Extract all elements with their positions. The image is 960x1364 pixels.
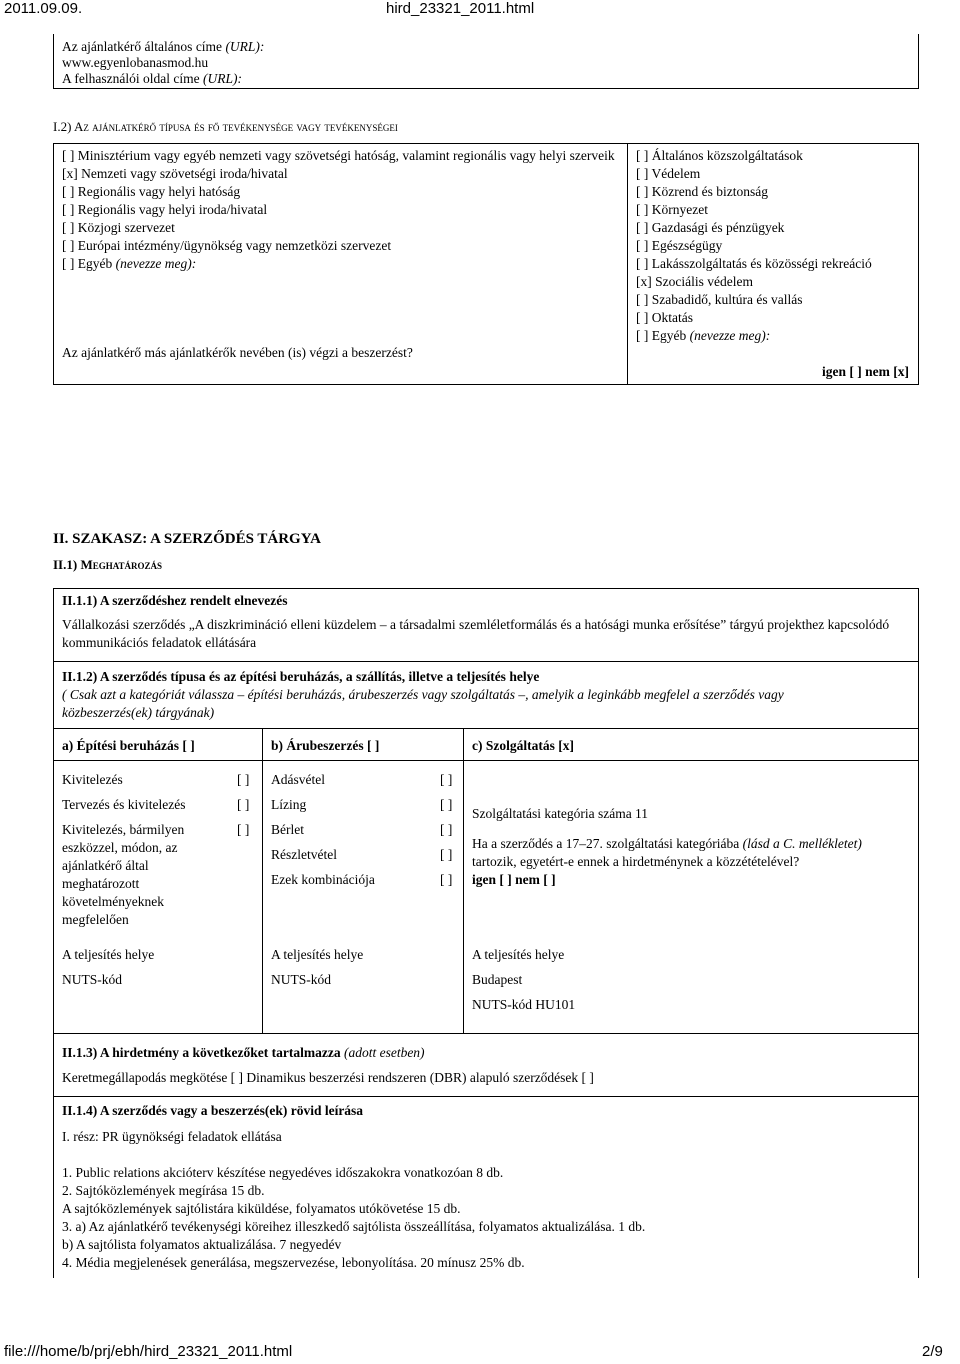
buyer-profile-label: A felhasználói oldal címe (URL): — [62, 71, 242, 86]
authority-type-option: [ ] Regionális vagy helyi hatóság — [62, 184, 241, 199]
print-date: 2011.09.09. — [4, 0, 83, 17]
table-divider-1 — [262, 728, 263, 1033]
contract-title-line-1: Vállalkozási szerződés „A diszkrimináció elleni küzdelem – a társadalmi szemléletformálás és a hatósági munka erősítése” tárgyú projekthez kapcsolódó — [62, 617, 890, 632]
description-line: I. rész: PR ügynökségi feladatok ellátása — [62, 1129, 282, 1144]
works-option-checkbox: [ ] — [237, 772, 250, 787]
ii-1-3-text: Keretmegállapodás megkötése [ ] Dinamikus beszerzési rendszeren (DBR) alapuló szerződések [ ] — [62, 1070, 594, 1085]
works-option-label: Kivitelezés, bármilyen — [62, 822, 185, 837]
general-url-label: Az ajánlatkérő általános címe (URL): — [62, 39, 265, 54]
supplies-option-label: Bérlet — [271, 822, 304, 837]
works-option-checkbox: [ ] — [237, 822, 250, 837]
ii-1-4-title: II.1.4) A szerződés vagy a beszerzés(ek) rövid leírása — [62, 1103, 364, 1118]
main-activity-other: [ ] Egyéb (nevezze meg): — [636, 328, 771, 343]
contract-type-services: c) Szolgáltatás [x] — [472, 738, 574, 753]
page-number: 2/9 — [922, 1343, 943, 1360]
contract-type-works: a) Építési beruházás [ ] — [62, 738, 195, 753]
description-line: 3. a) Az ajánlatkérő tevékenységi köreihez illeszkedő sajtólista összeállítása, folyamatos aktualizálása. 1 db. — [62, 1219, 646, 1234]
supplies-option-checkbox: [ ] — [440, 847, 453, 862]
ii-1-2-hint-2: közbeszerzés(ek) tárgyának) — [62, 705, 215, 720]
description-line: A sajtóközlemények sajtólistára kiküldése, folyamatos utókövetése 15 db. — [62, 1201, 461, 1216]
works-option-checkbox: [ ] — [237, 797, 250, 812]
authority-type-option: [ ] Közjogi szervezet — [62, 220, 175, 235]
supplies-option-checkbox: [ ] — [440, 772, 453, 787]
supplies-nuts: NUTS-kód — [271, 972, 331, 987]
authority-type-other: [ ] Egyéb (nevezze meg): — [62, 256, 197, 271]
on-behalf-question: Az ajánlatkérő más ajánlatkérők nevében (is) végzi a beszerzést? — [62, 345, 413, 360]
main-activity-option: [ ] Oktatás — [636, 310, 693, 325]
works-option-text: megfelelően — [62, 912, 129, 927]
divider — [53, 1096, 919, 1097]
ii-1-1-title: II.1.1) A szerződéshez rendelt elnevezés — [62, 593, 288, 608]
works-option-label: Kivitelezés — [62, 772, 123, 787]
main-activity-option: [ ] Gazdasági és pénzügyek — [636, 220, 785, 235]
contract-title-line-2: kommunikációs feladatok ellátására — [62, 635, 257, 650]
main-activity-option: [x] Szociális védelem — [636, 274, 753, 289]
ii-1-3-title: II.1.3) A hirdetmény a következőket tartalmazza (adott esetben) — [62, 1045, 425, 1060]
table-divider-2 — [463, 728, 464, 1033]
works-option-text: ajánlatkérő által — [62, 858, 149, 873]
supplies-place-label: A teljesítés helye — [271, 947, 364, 962]
main-activity-option: [ ] Egészségügy — [636, 238, 723, 253]
main-activity-option: [ ] Közrend és biztonság — [636, 184, 768, 199]
supplies-option-label: Adásvétel — [271, 772, 325, 787]
main-activity-option: [ ] Általános közszolgáltatások — [636, 148, 803, 163]
authority-type-option: [ ] Minisztérium vagy egyéb nemzeti vagy szövetségi hatóság, valamint regionális vagy helyi szerveik — [62, 148, 615, 163]
description-line: 2. Sajtóközlemények megírása 15 db. — [62, 1183, 265, 1198]
general-url-link[interactable]: www.egyenlobanasmod.hu — [62, 55, 209, 70]
main-activity-option: [ ] Védelem — [636, 166, 701, 181]
on-behalf-answer: igen [ ] nem [x] — [822, 364, 909, 379]
service-note-2: tartozik, egyetért-e ennek a hirdetménynek a közzétételével? — [472, 854, 800, 869]
section-i2-title: I.2) Az ajánlatkérő típusa és fő tevékenysége vagy tevékenységei — [53, 119, 398, 134]
service-note-1: Ha a szerződés a 17–27. szolgáltatási kategóriába (lásd a C. mellékletet) — [472, 836, 862, 851]
ii-1-2-hint-1: ( Csak azt a kategóriát válassza – építési beruházás, árubeszerzés vagy szolgáltatás –, amelyik a leginkább megfelel a szerződés vagy — [62, 687, 784, 702]
section-ii-title: II. SZAKASZ: A SZERZŐDÉS TÁRGYA — [53, 531, 322, 547]
works-option-text: eszközzel, módon, az — [62, 840, 178, 855]
services-place-label: A teljesítés helye — [472, 947, 565, 962]
service-category: Szolgáltatási kategória száma 11 — [472, 806, 649, 821]
supplies-option-checkbox: [ ] — [440, 822, 453, 837]
description-line: 1. Public relations akcióterv készítése negyedéves időszakokra vonatkozóan 8 db. — [62, 1165, 504, 1180]
services-nuts: NUTS-kód HU101 — [472, 997, 576, 1012]
supplies-option-checkbox: [ ] — [440, 872, 453, 887]
works-nuts: NUTS-kód — [62, 972, 122, 987]
print-filename: hird_23321_2011.html — [386, 0, 535, 17]
service-note-3: igen [ ] nem [ ] — [472, 872, 556, 887]
authority-type-option: [x] Nemzeti vagy szövetségi iroda/hivatal — [62, 166, 288, 181]
works-option-text: meghatározott — [62, 876, 140, 891]
authority-type-option: [ ] Regionális vagy helyi iroda/hivatal — [62, 202, 268, 217]
description-line: b) A sajtólista folyamatos aktualizálása. 7 negyedév — [62, 1237, 342, 1252]
table-header-line — [53, 760, 919, 761]
works-option-label: Tervezés és kivitelezés — [62, 797, 186, 812]
works-option-text: követelményeknek — [62, 894, 164, 909]
supplies-option-checkbox: [ ] — [440, 797, 453, 812]
file-path: file:///home/b/prj/ebh/hird_23321_2011.html — [4, 1343, 293, 1360]
services-place-city: Budapest — [472, 972, 523, 987]
main-activity-option: [ ] Szabadidő, kultúra és vallás — [636, 292, 803, 307]
table-bottom-line — [53, 1033, 919, 1034]
column-divider — [627, 143, 628, 385]
main-activity-option: [ ] Lakásszolgáltatás és közösségi rekreáció — [636, 256, 872, 271]
supplies-option-label: Lízing — [271, 797, 307, 812]
authority-type-option: [ ] Európai intézmény/ügynökség vagy nemzetközi szervezet — [62, 238, 392, 253]
divider — [53, 661, 919, 662]
supplies-option-label: Részletvétel — [271, 847, 337, 862]
ii-1-2-title: II.1.2) A szerződés típusa és az építési beruházás, a szállítás, illetve a teljesítés helye — [62, 669, 540, 684]
works-place-label: A teljesítés helye — [62, 947, 155, 962]
section-ii1-title: II.1) Meghatározás — [53, 557, 163, 572]
supplies-option-label: Ezek kombinációja — [271, 872, 375, 887]
main-activity-option: [ ] Környezet — [636, 202, 708, 217]
description-line: 4. Média megjelenések generálása, megszervezése, lebonyolítása. 20 mínusz 25% db. — [62, 1255, 525, 1270]
contract-type-supplies: b) Árubeszerzés [ ] — [271, 738, 380, 753]
table-top-line — [53, 728, 919, 729]
